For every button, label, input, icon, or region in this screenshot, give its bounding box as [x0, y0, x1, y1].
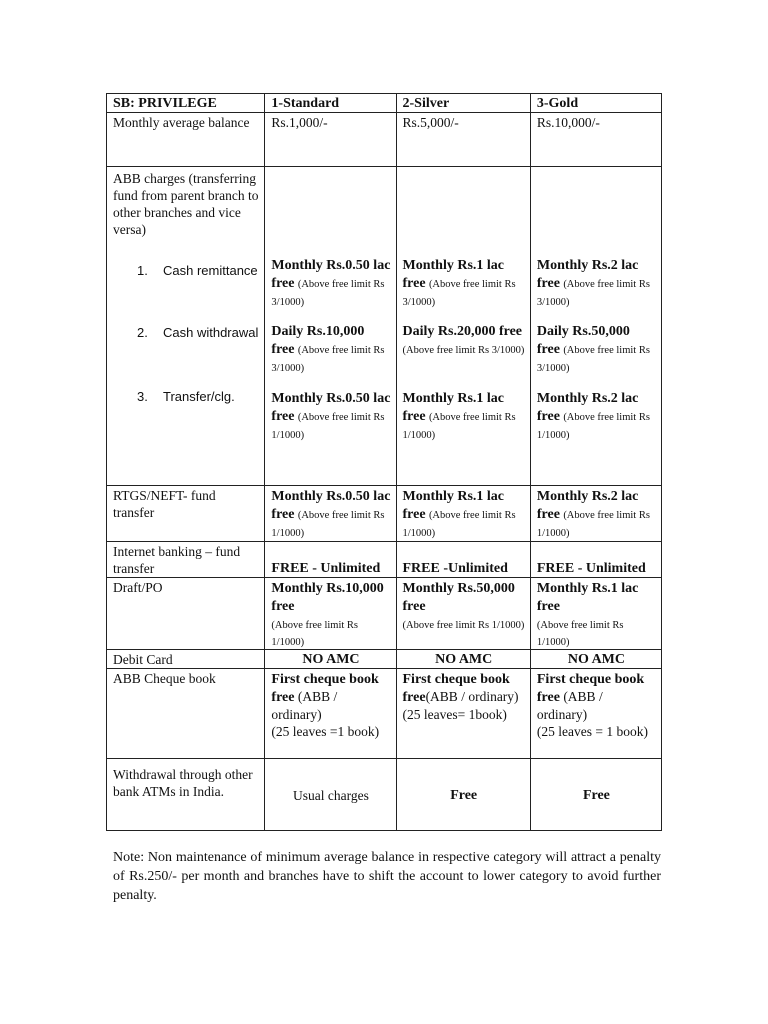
table-cell: NO AMC [265, 650, 396, 669]
cell-value: Monthly Rs.2 lac free [536, 489, 639, 522]
header-cell: 1-Standard [265, 94, 396, 113]
table-cell [396, 167, 530, 486]
cell-block [537, 256, 656, 322]
row-label: Draft/PO [107, 578, 265, 650]
cell-note: (Above free limit Rs 3/1000) [402, 345, 525, 356]
cell-value: Daily Rs.20,000 free [402, 324, 522, 339]
cell-note: (Above free limit Rs 3/1000) [271, 279, 385, 308]
cell-value: Monthly Rs.1 lac free [402, 258, 504, 291]
table-cell [265, 669, 396, 759]
cell-note: (Above free limit Rs 1/1000) [271, 620, 359, 648]
cell-block [271, 256, 390, 322]
cell-value: Monthly Rs.50,000 free [402, 581, 515, 614]
row-label: ABB Cheque book [107, 669, 265, 759]
cell-value: Monthly Rs.0.50 lac free [271, 489, 391, 522]
cell-note: (Above free limit Rs 1/1000) [536, 620, 624, 648]
item-label: Cash remittance [163, 263, 258, 278]
cell-block [403, 322, 525, 389]
header-cell: 3-Gold [530, 94, 661, 113]
cell-note: (ABB / ordinary) [425, 689, 519, 704]
table-cell: FREE - Unlimited [265, 542, 396, 578]
cell-block [403, 256, 525, 322]
row-label-cell [107, 167, 265, 486]
cell-value: Monthly Rs.1 lac free [402, 489, 504, 522]
table-cell: Rs.5,000/- [396, 113, 530, 167]
table-row [107, 486, 662, 542]
cell-note: (Above free limit Rs 1/1000) [402, 510, 516, 539]
cell-value: Daily Rs.10,000 free [271, 324, 365, 357]
table-cell [530, 669, 661, 759]
list-item [137, 324, 259, 384]
table-cell [396, 578, 530, 650]
table-cell [265, 486, 396, 542]
table-row [107, 167, 662, 486]
table-row [107, 650, 662, 669]
cell-value: Monthly Rs.10,000 free [271, 581, 384, 614]
table-cell: FREE -Unlimited [396, 542, 530, 578]
table-header-row [107, 94, 662, 113]
list-item [137, 262, 259, 314]
table-row [107, 669, 662, 759]
table-cell: FREE - Unlimited [530, 542, 661, 578]
table-row [107, 759, 662, 831]
cell-note: (Above free limit Rs 3/1000) [402, 279, 516, 308]
table-cell: Rs.10,000/- [530, 113, 661, 167]
row-label: ABB charges (transferring fund from parent branch to other branches and vice versa) [113, 171, 259, 237]
cell-note: (25 leaves =1 book) [271, 724, 380, 739]
table-cell: NO AMC [396, 650, 530, 669]
table-cell [265, 167, 396, 486]
penalty-note: Note: Non maintenance of minimum average balance in respective category will attract a penalty of Rs.250/- per month and branches have to shift the account to lower category to avoid further penalty. [113, 850, 661, 903]
row-label: Withdrawal through other bank ATMs in India. [107, 759, 265, 831]
cell-block [403, 389, 525, 442]
cell-note: (Above free limit Rs 1/1000) [536, 412, 650, 441]
header-cell: 2-Silver [396, 94, 530, 113]
cell-note: (Above free limit Rs 1/1000) [402, 412, 516, 441]
cell-value: First cheque book free [271, 672, 379, 705]
cell-value: Monthly Rs.2 lac free [536, 391, 639, 424]
table-cell: Rs.1,000/- [265, 113, 396, 167]
cell-note: (Above free limit Rs 3/1000) [536, 345, 650, 374]
table-row [107, 113, 662, 167]
cell-value: Monthly Rs.2 lac free [536, 258, 639, 291]
table-cell: NO AMC [530, 650, 661, 669]
table-cell [530, 167, 661, 486]
cell-note: (Above free limit Rs 3/1000) [271, 345, 385, 374]
row-label: Internet banking – fund transfer [107, 542, 265, 578]
item-number: 2. [137, 325, 148, 340]
cell-value: First cheque book free [536, 672, 645, 705]
cell-note: (Above free limit Rs 1/1000) [536, 510, 650, 539]
cell-note: (25 leaves = 1 book) [536, 724, 648, 739]
row-label: RTGS/NEFT- fund transfer [107, 486, 265, 542]
cell-value: Monthly Rs.1 lac free [402, 391, 504, 424]
cell-note: (Above free limit Rs 1/1000) [271, 510, 385, 539]
cell-note: (25 leaves= 1book) [402, 707, 507, 722]
row-label: Debit Card [107, 650, 265, 669]
item-number: 3. [137, 389, 148, 404]
table-row [107, 542, 662, 578]
table-cell [396, 486, 530, 542]
cell-note: (Above free limit Rs 3/1000) [536, 279, 650, 308]
table-cell: Free [530, 759, 661, 831]
list-item [137, 388, 259, 405]
table-cell: Usual charges [265, 759, 396, 831]
row-label: Monthly average balance [107, 113, 265, 167]
table-cell [530, 486, 661, 542]
cell-value: Daily Rs.50,000 free [536, 324, 630, 357]
cell-block [537, 389, 656, 442]
table-cell [265, 578, 396, 650]
cell-value: Monthly Rs.0.50 lac free [271, 391, 391, 424]
table-cell: Free [396, 759, 530, 831]
table-cell [530, 578, 661, 650]
table-cell [396, 669, 530, 759]
cell-block [537, 322, 656, 389]
item-label: Cash withdrawal [163, 325, 259, 340]
cell-note: (ABB / ordinary) [271, 689, 338, 722]
cell-block [271, 322, 390, 389]
cell-note: (Above free limit Rs 1/1000) [402, 620, 525, 631]
header-cell: SB: PRIVILEGE [107, 94, 265, 113]
cell-value: First cheque book free [402, 672, 510, 705]
item-label: Transfer/clg. [163, 389, 235, 404]
cell-value: Monthly Rs.1 lac free [536, 581, 639, 614]
cell-note: (ABB / ordinary) [536, 689, 603, 722]
cell-block [271, 389, 390, 442]
abb-items [113, 262, 259, 405]
item-number: 1. [137, 263, 148, 278]
cell-value: Monthly Rs.0.50 lac free [271, 258, 391, 291]
privilege-table [106, 93, 662, 831]
cell-note: (Above free limit Rs 1/1000) [271, 412, 385, 441]
table-row [107, 578, 662, 650]
